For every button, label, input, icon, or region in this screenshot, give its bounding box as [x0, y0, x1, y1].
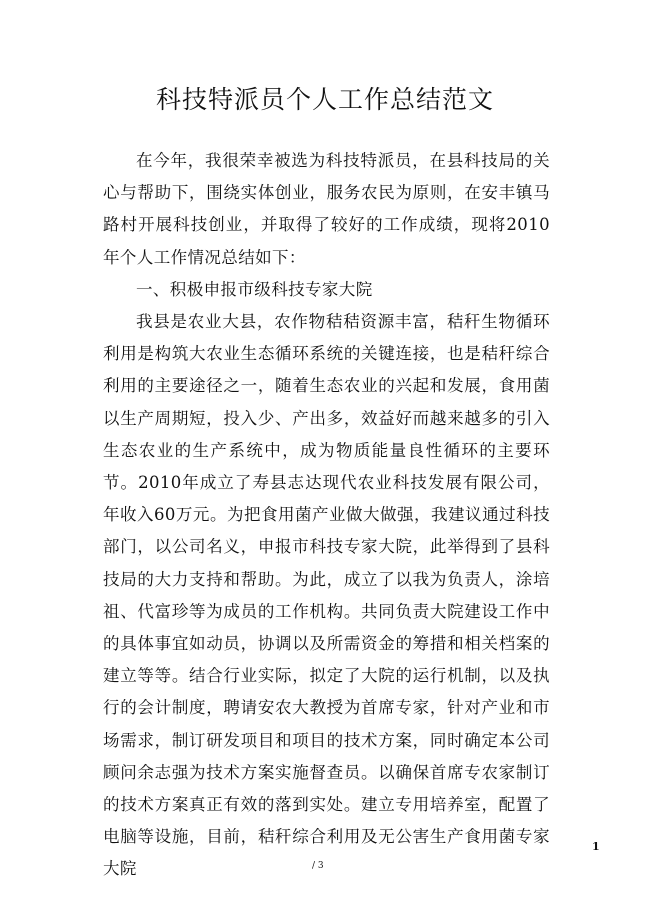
- document-title: 科技特派员个人工作总结范文: [155, 85, 494, 114]
- section-heading: 一、积极申报市级科技专家大院: [136, 279, 373, 299]
- page-of-total: / 3: [312, 861, 324, 871]
- intro-paragraph: 在今年，我很荣幸被选为科技特派员，在县科技局的关心与帮助下，围绕实体创业，服务农民为原则，在安丰镇马路村开展科技创业，并取得了较好的工作成绩，现将2010年个人工作情况总结如下：: [103, 151, 550, 267]
- body-paragraph: 我县是农业大县，农作物秸秸资源丰富，秸秆生物循环利用是构筑大农业生态循环系统的关键连接，也是秸秆综合利用的主要途径之一，随着生态农业的兴起和发展，食用菌以生产周期短，投入少、产出多，效益好而越来越多的引入生态农业的生产系统中，成为物质能量良性循环的主要环节。2010年成立了寿县志达现代农业科技发展有限公司，年收入60万元。为把食用菌产业做大做强，我建议通过科技部门，以公司名义，申报市科技专家大院，此举得到了县科技局的大力支持和帮助。为此，成立了以我为负责人，涂培祖、代富珍等为成员的工作机构。共同负责大院建设工作中的具体事宜如动员，协调以及所需资金的筹措和相关档案的建立等等。结合行业实际，拟定了大院的运行机制，以及执行的会计制度，聘请安农大教授为首席专家，针对产业和市场需求，制订研发项目和项目的技术方案，同时确定本公司顾问余志强为技术方案实施督查员。以确保首席专农家制订的技术方案真正有效的落到实处。建立专用培养室，配置了电脑等设施，目前，秸秆综合利用及无公害生产食用菌专家大院: [103, 312, 550, 879]
- document-body: [103, 145, 550, 886]
- page-number: 1: [592, 840, 600, 853]
